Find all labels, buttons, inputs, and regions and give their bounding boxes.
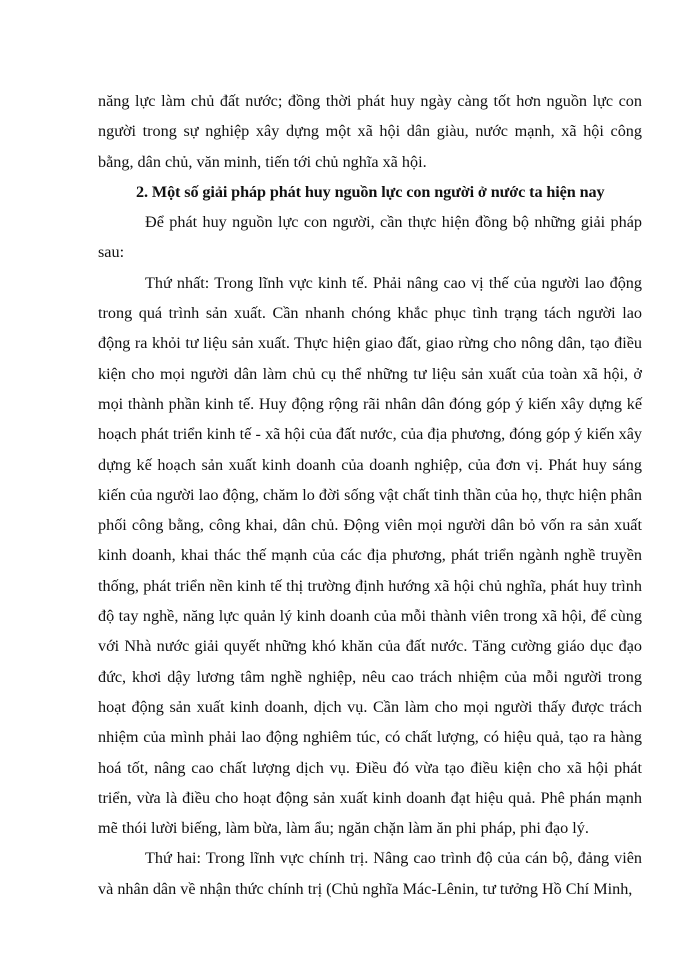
section-heading: 2. Một số giải pháp phát huy nguồn lực con người ở nước ta hiện nay xyxy=(136,182,605,201)
document-body xyxy=(98,86,642,904)
paragraph-intro: Để phát huy nguồn lực con người, cần thực hiện đồng bộ những giải pháp sau: xyxy=(98,213,642,262)
paragraph-economic-solution: Thứ nhất: Trong lĩnh vực kinh tế. Phải nâng cao vị thế của người lao động trong quá trình sản xuất. Cần nhanh chóng khắc phục tình trạng tách người lao động ra khỏi tư liệu sản xuất. Thực hiện giao đất, giao rừng cho nông dân, tạo điều kiện cho mọi người dân làm chủ cụ thể những tư liệu sản xuất của toàn xã hội, ở mọi thành phần kinh tế. Huy động rộng rãi nhân dân đóng góp ý kiến xây dựng kế hoạch phát triển kinh tế - xã hội của đất nước, của địa phương, đóng góp ý kiến xây dựng kế hoạch sản xuất kinh doanh của doanh nghiệp, của đơn vị. Phát huy sáng kiến của người lao động, chăm lo đời sống vật chất tinh thần của họ, thực hiện phân phối công bằng, công khai, dân chủ. Động viên mọi người dân bỏ vốn ra sản xuất kinh doanh, khai thác thế mạnh của các địa phương, phát triển ngành nghề truyền thống, phát triển nền kinh tế thị trường định hướng xã hội chủ nghĩa, phát huy trình độ tay nghề, năng lực quản lý kinh doanh của mỗi thành viên trong xã hội, để cùng với Nhà nước giải quyết những khó khăn của đất nước. Tăng cường giáo dục đạo đức, khơi dậy lương tâm nghề nghiệp, nêu cao trách nhiệm của mỗi người trong hoạt động sản xuất kinh doanh, dịch vụ. Cần làm cho mọi người thấy được trách nhiệm của mình phải lao động nghiêm túc, có chất lượng, có hiệu quả, tạo ra hàng hoá tốt, nâng cao chất lượng dịch vụ. Điều đó vừa tạo điều kiện cho xã hội phát triển, vừa là điều cho hoạt động sản xuất kinh doanh đạt hiệu quả. Phê phán mạnh mẽ thói lười biếng, làm bừa, làm ẩu; ngăn chặn làm ăn phi pháp, phi đạo lý. xyxy=(98,273,642,838)
paragraph-continuation: năng lực làm chủ đất nước; đồng thời phát huy ngày càng tốt hơn nguồn lực con người trong sự nghiệp xây dựng một xã hội dân giàu, nước mạnh, xã hội công bằng, dân chủ, văn minh, tiến tới chủ nghĩa xã hội. xyxy=(98,92,642,171)
paragraph-political-solution: Thứ hai: Trong lĩnh vực chính trị. Nâng cao trình độ của cán bộ, đảng viên và nhân dân về nhận thức chính trị (Chủ nghĩa Mác-Lênin, tư tưởng Hồ Chí Minh, xyxy=(98,849,642,898)
